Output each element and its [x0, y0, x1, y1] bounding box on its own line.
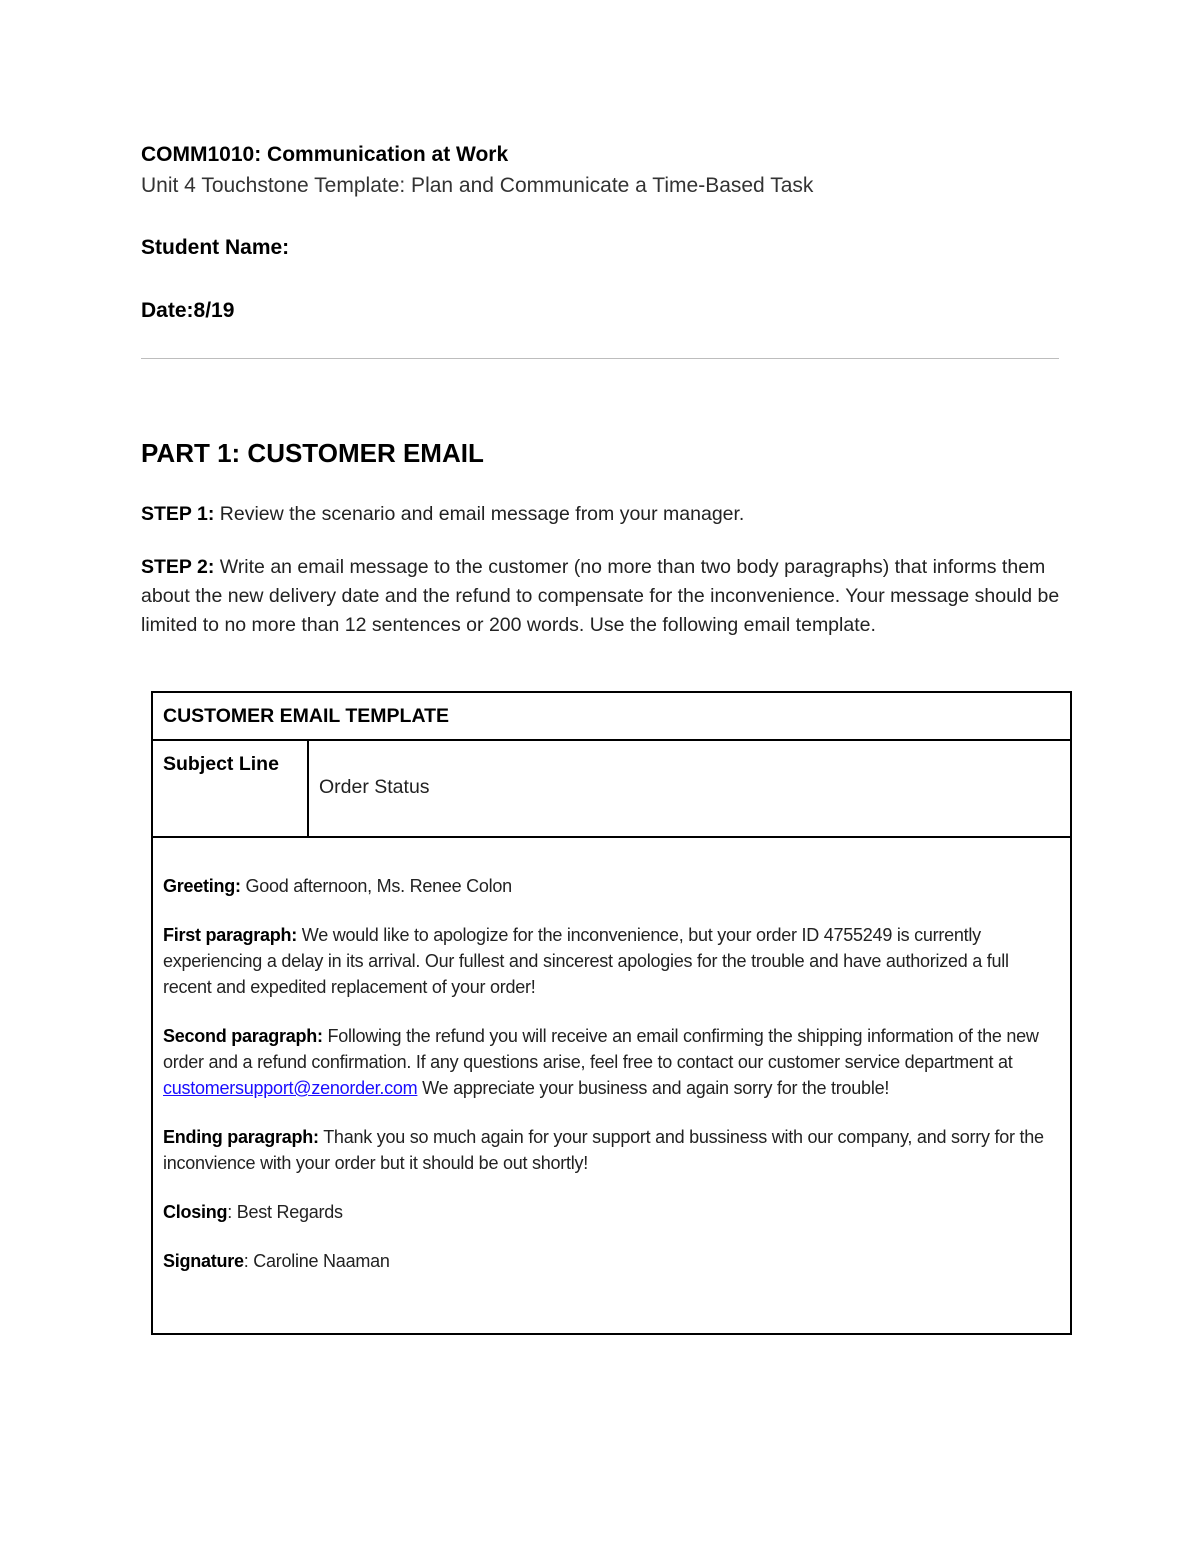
subject-line-value: Order Status — [319, 776, 430, 798]
signature-paragraph — [163, 1248, 1058, 1274]
first-paragraph — [163, 922, 1058, 1000]
second-paragraph — [163, 1023, 1058, 1101]
greeting-text: Good afternoon, Ms. Renee Colon — [240, 876, 512, 896]
first-paragraph-label: First paragraph: — [163, 925, 298, 945]
ending-paragraph-text: Thank you so much again for your support and bussiness with our company, and sorry for the inconvience with your order but it should be out shortly! — [163, 1127, 1044, 1173]
closing-label: Closing — [163, 1202, 228, 1222]
ending-paragraph — [163, 1124, 1058, 1176]
support-email-link[interactable]: customersupport@zenorder.com — [163, 1078, 418, 1098]
second-paragraph-text-after: We appreciate your business and again sorry for the trouble! — [417, 1078, 890, 1098]
date-label: Date: — [141, 299, 194, 322]
greeting-label: Greeting: — [163, 876, 241, 896]
closing-paragraph — [163, 1199, 1058, 1225]
signature-text: : Caroline Naaman — [243, 1251, 390, 1271]
second-paragraph-label: Second paragraph: — [163, 1026, 323, 1046]
ending-paragraph-label: Ending paragraph: — [163, 1127, 319, 1147]
student-name-label: Student Name: — [141, 236, 290, 259]
step1-text: Review the scenario and email message from your manager. — [214, 503, 745, 525]
subject-line-label: Subject Line — [163, 753, 279, 775]
student-name-line — [141, 236, 289, 260]
first-paragraph-text: We would like to apologize for the inconvenience, but your order ID 4755249 is currently experiencing a delay in its arrival. Our fullest and sincerest apologies for the trouble and have authorized a full recent and expedited replacement of your order! — [163, 925, 1009, 997]
step1-instruction — [141, 500, 1066, 529]
step2-instruction — [141, 553, 1066, 640]
closing-text: : Best Regards — [227, 1202, 343, 1222]
step1-label: STEP 1: — [141, 503, 215, 525]
email-body — [163, 873, 1058, 1297]
template-title: CUSTOMER EMAIL TEMPLATE — [153, 693, 1070, 741]
step2-label: STEP 2: — [141, 556, 215, 578]
step2-text: Write an email message to the customer (no more than two body paragraphs) that informs them about the new delivery date and the refund to compensate for the inconvenience. Your message should be limited to no more than 12 sentences or 200 words. Use the following email template. — [141, 556, 1060, 636]
unit-subtitle: Unit 4 Touchstone Template: Plan and Communicate a Time-Based Task — [141, 174, 814, 197]
subject-column-divider — [307, 741, 309, 836]
subject-line-row — [153, 741, 1070, 838]
customer-email-template-table — [151, 691, 1072, 1335]
second-paragraph-text-before: Following the refund you will receive an email confirming the shipping information of the new order and a refund confirmation. If any questions arise, feel free to contact our customer service department at — [163, 1026, 1039, 1072]
greeting-paragraph — [163, 873, 1058, 899]
course-title: COMM1010: Communication at Work — [141, 143, 509, 166]
horizontal-divider — [141, 358, 1059, 359]
signature-label: Signature — [163, 1251, 244, 1271]
date-value: 8/19 — [193, 299, 235, 322]
part1-heading: PART 1: CUSTOMER EMAIL — [141, 438, 484, 468]
date-line — [141, 299, 234, 323]
